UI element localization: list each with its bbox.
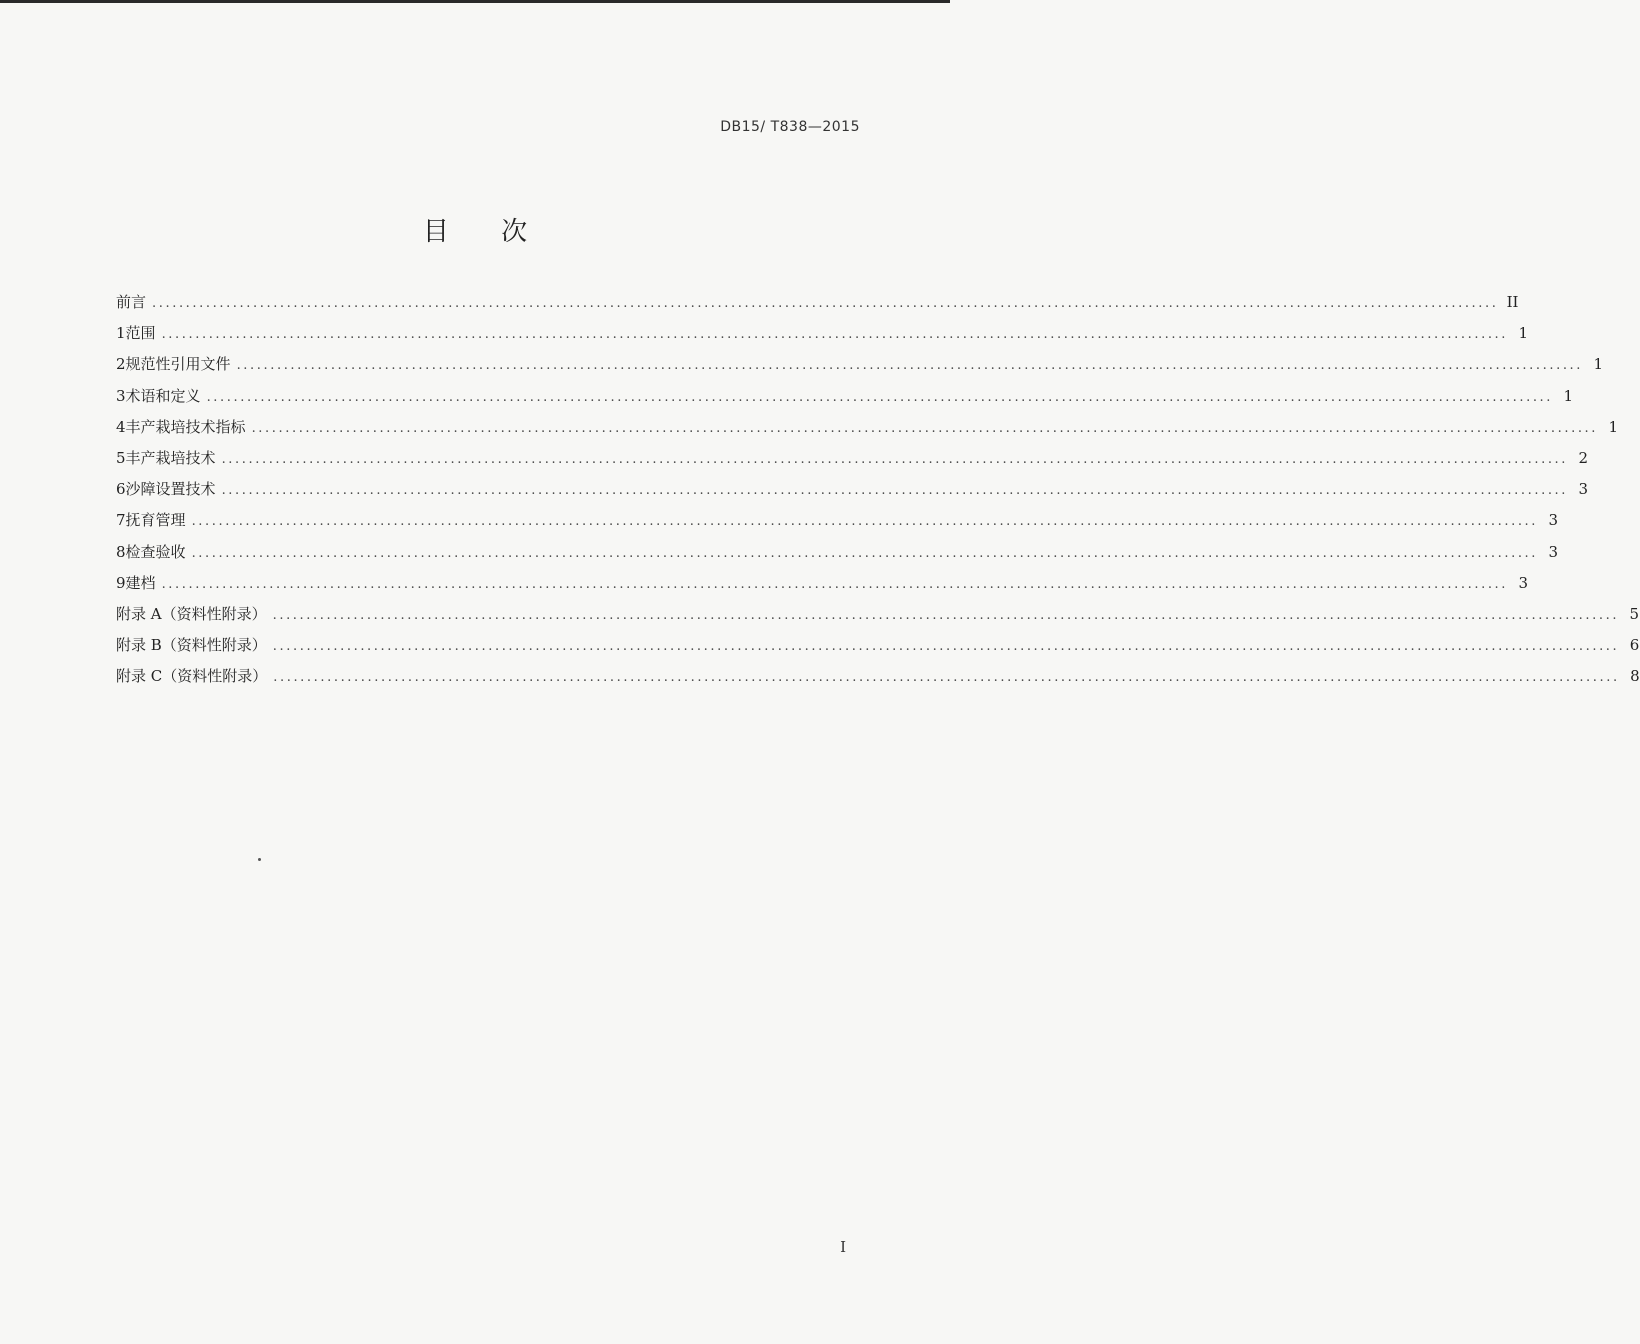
toc-entry-number: 1 (116, 324, 126, 343)
toc-entry-number: 8 (116, 542, 126, 561)
toc-title: 目 次 (422, 217, 550, 247)
toc-entry-page: 1 (1563, 386, 1574, 405)
toc-entry-number: 5 (116, 448, 126, 467)
toc-leader-dots: ........................................................................................................................................................................................................ (272, 639, 1620, 655)
toc-leader-dots: ........................................................................................................................................................................................................ (272, 607, 1620, 623)
toc-entry[interactable] (116, 352, 1604, 383)
toc-entry-label: 丰产栽培技术 (125, 448, 216, 467)
toc-entry-label: 附录 A（资料性附录） (116, 604, 267, 623)
toc-entry-page: 6 (1629, 636, 1640, 655)
toc-leader-dots: ........................................................................................................................................................................................................ (152, 296, 1499, 311)
toc-leader-dots: ........................................................................................................................................................................................................ (206, 389, 1554, 405)
toc-entry-page: 3 (1548, 542, 1559, 561)
toc-entry[interactable] (116, 290, 1519, 321)
toc-entry-page: 1 (1593, 355, 1604, 374)
toc-entry-label: 附录 B（资料性附录） (116, 636, 267, 655)
toc-leader-dots: ........................................................................................................................................................................................................ (161, 576, 1509, 592)
page-number: I (840, 1238, 846, 1256)
toc-entry-label: 规范性引用文件 (125, 355, 231, 374)
toc-entry-label: 术语和定义 (125, 386, 201, 405)
toc-entry-number: 6 (116, 480, 126, 499)
toc-entry-page: 1 (1518, 324, 1529, 343)
toc-leader-dots: ........................................................................................................................................................................................................ (221, 483, 1569, 499)
toc-entry-page: 1 (1608, 417, 1619, 436)
toc-entry[interactable] (116, 321, 1529, 352)
toc-entry-label: 检查验收 (125, 542, 186, 561)
toc-entry[interactable] (116, 384, 1574, 415)
toc-entry-label: 沙障设置技术 (125, 480, 216, 499)
toc-entry-number: 7 (116, 511, 126, 530)
toc-leader-dots: ........................................................................................................................................................................................................ (251, 420, 1599, 436)
scan-speck (258, 858, 261, 861)
toc-entry-label: 抚育管理 (125, 511, 186, 530)
toc-entry[interactable] (116, 477, 1589, 508)
toc-entry[interactable] (116, 664, 1640, 695)
toc-entry[interactable] (116, 602, 1640, 633)
toc-entry-label: 范围 (125, 324, 156, 343)
toc-entry-label: 前言 (116, 293, 147, 311)
toc-entry-label: 丰产栽培技术指标 (125, 417, 246, 436)
toc-leader-dots: ........................................................................................................................................................................................................ (273, 670, 1620, 686)
toc-entry-page: 5 (1629, 604, 1640, 623)
toc-entry-page: 3 (1518, 573, 1529, 592)
toc-entry-number: 4 (116, 417, 126, 436)
toc-entry[interactable] (116, 446, 1589, 477)
toc-leader-dots: ........................................................................................................................................................................................................ (191, 514, 1539, 530)
top-border-rule (0, 0, 950, 3)
toc-entry[interactable] (116, 540, 1559, 571)
toc-entry-label: 建档 (125, 573, 156, 592)
toc-entry-page: 3 (1548, 511, 1559, 530)
toc-entry-label: 附录 C（资料性附录） (116, 667, 268, 686)
toc-entry[interactable] (116, 508, 1559, 539)
toc-entry-page: 3 (1578, 480, 1589, 499)
toc-entry-page: 2 (1578, 448, 1589, 467)
toc-entry-number: 3 (116, 386, 126, 405)
toc-entry[interactable] (116, 415, 1619, 446)
toc-leader-dots: ........................................................................................................................................................................................................ (191, 545, 1539, 561)
toc-entry-number: 9 (116, 573, 126, 592)
toc-entry-page: II (1506, 293, 1519, 311)
toc-leader-dots: ........................................................................................................................................................................................................ (221, 451, 1569, 467)
toc-entry[interactable] (116, 571, 1529, 602)
document-code: DB15/ T838—2015 (720, 119, 860, 135)
toc-leader-dots: ........................................................................................................................................................................................................ (236, 358, 1584, 374)
table-of-contents (116, 290, 1640, 695)
toc-entry-number: 2 (116, 355, 126, 374)
toc-entry[interactable] (116, 633, 1640, 664)
toc-leader-dots: ........................................................................................................................................................................................................ (161, 327, 1509, 343)
toc-entry-page: 8 (1630, 667, 1640, 686)
